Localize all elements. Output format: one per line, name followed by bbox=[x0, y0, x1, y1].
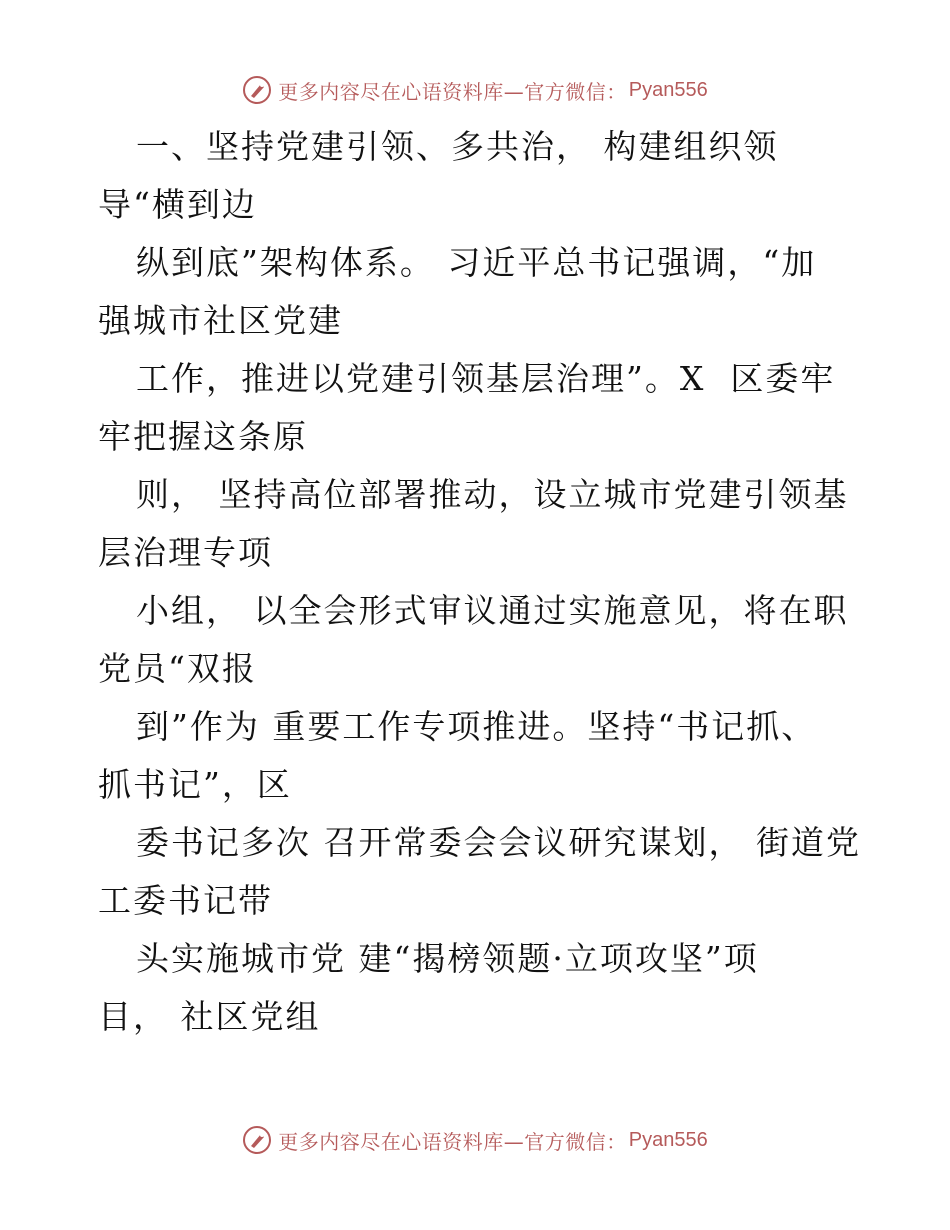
footer-banner bbox=[0, 1120, 950, 1160]
text-line: 则， 坚持高位部署推动，设立城市党建引领基 bbox=[136, 475, 849, 514]
banner-wechat-id: Pyan556 bbox=[628, 1128, 708, 1151]
banner-text: 更多内容尽在心语资料库—官方微信： bbox=[278, 79, 627, 104]
text-line: 层治理专项 bbox=[98, 533, 273, 572]
text-line: 工委书记带 bbox=[98, 881, 273, 920]
text-line: 党员“双报 bbox=[98, 649, 257, 688]
pen-nib-logo-icon bbox=[242, 75, 272, 105]
text-line: 工作，推进以党建引领基层治理”。X 区委牢 bbox=[136, 359, 836, 398]
text-line: 目， 社区党组 bbox=[98, 997, 321, 1036]
text-line: 委书记多次 召开常委会会议研究谋划， 街道党 bbox=[136, 823, 861, 862]
header-banner bbox=[0, 70, 950, 110]
text-line: 头实施城市党 建“揭榜领题·立项攻坚”项 bbox=[136, 939, 759, 978]
text-line: 小组， 以全会形式审议通过实施意见，将在职 bbox=[136, 591, 849, 630]
banner-text: 更多内容尽在心语资料库—官方微信： bbox=[278, 1129, 627, 1154]
text-line: 抓书记”，区 bbox=[98, 765, 292, 804]
text-line: 纵到底”架构体系。 习近平总书记强调，“加 bbox=[136, 243, 817, 282]
text-line: 牢把握这条原 bbox=[98, 417, 308, 456]
text-line: 导“横到边 bbox=[98, 185, 257, 224]
text-line: 一、坚持党建引领、多共治， 构建组织领 bbox=[136, 127, 779, 166]
text-line: 到”作为 重要工作专项推进。坚持“书记抓、 bbox=[136, 707, 817, 746]
text-line: 强城市社区党建 bbox=[98, 301, 343, 340]
banner-wechat-id: Pyan556 bbox=[628, 78, 708, 101]
pen-nib-logo-icon bbox=[242, 1125, 272, 1155]
document-body bbox=[98, 118, 861, 1046]
